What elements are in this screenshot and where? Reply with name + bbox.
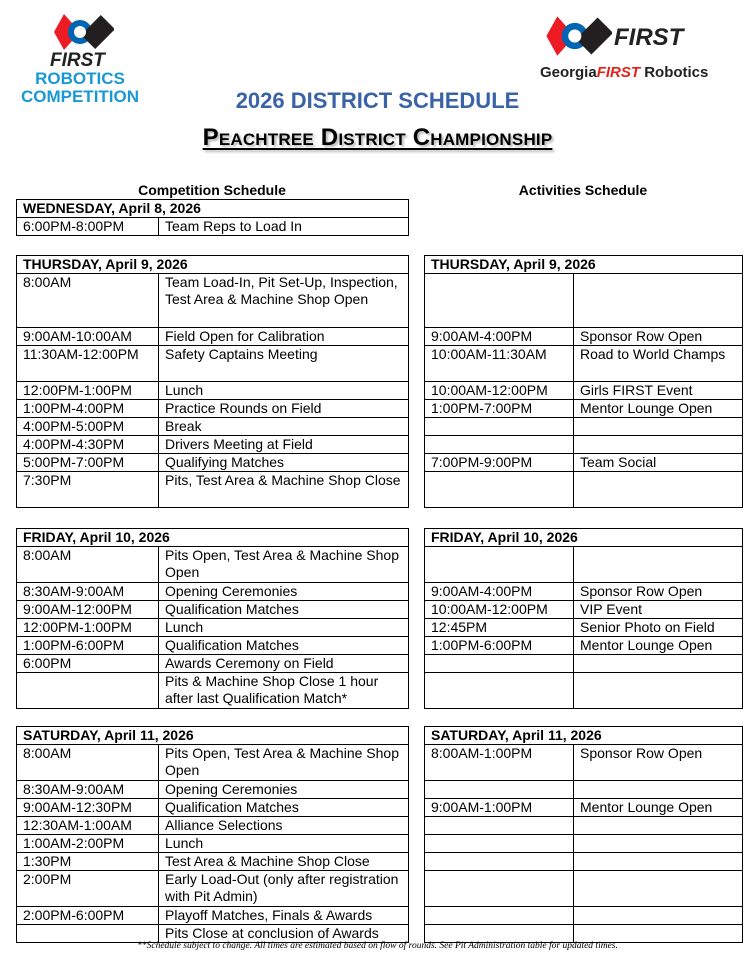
table-row bbox=[425, 925, 743, 943]
table-row bbox=[425, 418, 743, 436]
event-cell: Girls FIRST Event bbox=[574, 382, 743, 400]
table-row bbox=[425, 274, 743, 328]
event-cell: Sponsor Row Open bbox=[574, 583, 743, 601]
event-cell: Pits & Machine Shop Close 1 hour after last Qualification Match* bbox=[159, 673, 409, 709]
table-row bbox=[17, 853, 409, 871]
event-cell bbox=[574, 436, 743, 454]
table-row bbox=[425, 400, 743, 418]
table-row bbox=[17, 799, 409, 817]
time-cell: 9:00AM-12:30PM bbox=[17, 799, 159, 817]
time-cell: 10:00AM-12:00PM bbox=[425, 382, 574, 400]
table-row bbox=[17, 655, 409, 673]
event-cell bbox=[574, 907, 743, 925]
time-cell bbox=[425, 871, 574, 907]
table-row bbox=[425, 871, 743, 907]
event-cell: Opening Ceremonies bbox=[159, 583, 409, 601]
table-row bbox=[17, 346, 409, 382]
activities-table-thursday bbox=[424, 255, 743, 508]
table-row bbox=[425, 817, 743, 835]
time-cell bbox=[17, 673, 159, 709]
table-row bbox=[17, 274, 409, 328]
time-cell: 11:30AM-12:00PM bbox=[17, 346, 159, 382]
event-cell: Opening Ceremonies bbox=[159, 781, 409, 799]
competition-table-thursday bbox=[16, 255, 409, 508]
event-cell: Sponsor Row Open bbox=[574, 328, 743, 346]
event-cell: Pits, Test Area & Machine Shop Close bbox=[159, 472, 409, 508]
table-row bbox=[425, 382, 743, 400]
table-row bbox=[17, 328, 409, 346]
table-row bbox=[425, 637, 743, 655]
event-cell bbox=[574, 655, 743, 673]
table-row bbox=[425, 472, 743, 508]
event-title: Peachtree District Championship bbox=[202, 124, 553, 151]
table-row bbox=[17, 547, 409, 583]
table-row bbox=[17, 637, 409, 655]
day-header: SATURDAY, April 11, 2026 bbox=[425, 727, 743, 745]
day-header: WEDNESDAY, April 8, 2026 bbox=[17, 200, 409, 218]
day-header: FRIDAY, April 10, 2026 bbox=[17, 529, 409, 547]
table-row bbox=[425, 745, 743, 781]
time-cell: 1:30PM bbox=[17, 853, 159, 871]
event-cell bbox=[574, 853, 743, 871]
table-row bbox=[425, 583, 743, 601]
table-row bbox=[17, 781, 409, 799]
time-cell: 7:00PM-9:00PM bbox=[425, 454, 574, 472]
event-cell: Qualification Matches bbox=[159, 601, 409, 619]
table-row bbox=[425, 601, 743, 619]
table-row bbox=[425, 328, 743, 346]
table-row bbox=[17, 472, 409, 508]
event-cell bbox=[574, 835, 743, 853]
event-cell: Early Load-Out (only after registration with Pit Admin) bbox=[159, 871, 409, 907]
time-cell bbox=[425, 655, 574, 673]
schedule-title: 2026 DISTRICT SCHEDULE bbox=[235, 88, 520, 113]
table-row bbox=[425, 673, 743, 709]
table-row bbox=[425, 547, 743, 583]
time-cell: 4:00PM-5:00PM bbox=[17, 418, 159, 436]
time-cell: 9:00AM-1:00PM bbox=[425, 799, 574, 817]
time-cell bbox=[425, 781, 574, 799]
event-cell bbox=[574, 925, 743, 943]
event-cell: Practice Rounds on Field bbox=[159, 400, 409, 418]
time-cell: 9:00AM-12:00PM bbox=[17, 601, 159, 619]
frc-competition-text: COMPETITION bbox=[20, 87, 140, 106]
event-cell bbox=[574, 817, 743, 835]
table-row bbox=[425, 454, 743, 472]
time-cell: 12:00PM-1:00PM bbox=[17, 619, 159, 637]
table-row bbox=[17, 619, 409, 637]
event-cell: Alliance Selections bbox=[159, 817, 409, 835]
georgia-first-robotics-text: GeorgiaFIRST Robotics bbox=[540, 64, 709, 81]
time-cell bbox=[425, 547, 574, 583]
day-header: FRIDAY, April 10, 2026 bbox=[425, 529, 743, 547]
competition-table-friday bbox=[16, 528, 409, 709]
table-row bbox=[17, 673, 409, 709]
table-row bbox=[425, 781, 743, 799]
time-cell: 10:00AM-12:00PM bbox=[425, 601, 574, 619]
table-row bbox=[425, 655, 743, 673]
table-row bbox=[425, 436, 743, 454]
time-cell bbox=[425, 472, 574, 508]
event-cell bbox=[574, 673, 743, 709]
event-cell: Mentor Lounge Open bbox=[574, 400, 743, 418]
time-cell: 4:00PM-4:30PM bbox=[17, 436, 159, 454]
georgia-first-word: FIRST bbox=[614, 24, 684, 51]
table-row bbox=[17, 925, 409, 943]
event-cell: Lunch bbox=[159, 619, 409, 637]
table-row bbox=[17, 835, 409, 853]
event-cell: Lunch bbox=[159, 382, 409, 400]
event-cell: Team Social bbox=[574, 454, 743, 472]
time-cell: 8:00AM bbox=[17, 547, 159, 583]
day-header: SATURDAY, April 11, 2026 bbox=[17, 727, 409, 745]
competition-table-wednesday bbox=[16, 199, 409, 236]
time-cell: 6:00PM-8:00PM bbox=[17, 218, 159, 236]
time-cell bbox=[425, 817, 574, 835]
frc-first-word: FIRST bbox=[50, 50, 105, 71]
event-cell: Field Open for Calibration bbox=[159, 328, 409, 346]
event-cell: Test Area & Machine Shop Close bbox=[159, 853, 409, 871]
activities-table-saturday bbox=[424, 726, 743, 943]
event-cell: Drivers Meeting at Field bbox=[159, 436, 409, 454]
event-cell: Playoff Matches, Finals & Awards bbox=[159, 907, 409, 925]
time-cell: 12:30AM-1:00AM bbox=[17, 817, 159, 835]
table-row bbox=[17, 436, 409, 454]
time-cell: 9:00AM-4:00PM bbox=[425, 583, 574, 601]
table-row bbox=[17, 745, 409, 781]
table-row bbox=[425, 835, 743, 853]
day-header: THURSDAY, April 9, 2026 bbox=[17, 256, 409, 274]
event-cell: Awards Ceremony on Field bbox=[159, 655, 409, 673]
first-logo-icon bbox=[50, 12, 114, 52]
table-row bbox=[17, 907, 409, 925]
time-cell bbox=[425, 436, 574, 454]
time-cell bbox=[17, 925, 159, 943]
event-cell: Lunch bbox=[159, 835, 409, 853]
event-cell: VIP Event bbox=[574, 601, 743, 619]
time-cell: 8:00AM bbox=[17, 274, 159, 328]
table-row bbox=[17, 583, 409, 601]
time-cell: 1:00AM-2:00PM bbox=[17, 835, 159, 853]
time-cell bbox=[425, 673, 574, 709]
time-cell: 6:00PM bbox=[17, 655, 159, 673]
event-cell bbox=[574, 274, 743, 328]
time-cell: 7:30PM bbox=[17, 472, 159, 508]
activities-schedule-heading: Activities Schedule bbox=[518, 182, 648, 198]
first-logo-icon bbox=[542, 14, 612, 58]
time-cell: 8:00AM-1:00PM bbox=[425, 745, 574, 781]
event-cell: Pits Close at conclusion of Awards bbox=[159, 925, 409, 943]
time-cell: 12:45PM bbox=[425, 619, 574, 637]
event-cell: Safety Captains Meeting bbox=[159, 346, 409, 382]
event-cell: Sponsor Row Open bbox=[574, 745, 743, 781]
event-cell: Senior Photo on Field bbox=[574, 619, 743, 637]
time-cell bbox=[425, 274, 574, 328]
time-cell: 1:00PM-6:00PM bbox=[17, 637, 159, 655]
time-cell bbox=[425, 418, 574, 436]
competition-table-saturday bbox=[16, 726, 409, 943]
time-cell: 2:00PM-6:00PM bbox=[17, 907, 159, 925]
time-cell: 1:00PM-7:00PM bbox=[425, 400, 574, 418]
time-cell: 10:00AM-11:30AM bbox=[425, 346, 574, 382]
time-cell: 8:00AM bbox=[17, 745, 159, 781]
table-row bbox=[17, 817, 409, 835]
event-cell bbox=[574, 547, 743, 583]
time-cell: 9:00AM-10:00AM bbox=[17, 328, 159, 346]
table-row bbox=[425, 799, 743, 817]
day-header: THURSDAY, April 9, 2026 bbox=[425, 256, 743, 274]
event-cell bbox=[574, 781, 743, 799]
table-row bbox=[17, 418, 409, 436]
table-row bbox=[425, 346, 743, 382]
event-cell bbox=[574, 871, 743, 907]
event-cell: Break bbox=[159, 418, 409, 436]
table-row bbox=[17, 454, 409, 472]
georgia-first-logo bbox=[538, 12, 713, 84]
time-cell: 12:00PM-1:00PM bbox=[17, 382, 159, 400]
event-cell bbox=[574, 418, 743, 436]
table-row bbox=[425, 907, 743, 925]
event-cell: Team Reps to Load In bbox=[159, 218, 409, 236]
time-cell bbox=[425, 853, 574, 871]
event-cell: Qualification Matches bbox=[159, 799, 409, 817]
time-cell bbox=[425, 925, 574, 943]
table-row bbox=[425, 619, 743, 637]
event-cell: Mentor Lounge Open bbox=[574, 799, 743, 817]
time-cell: 8:30AM-9:00AM bbox=[17, 781, 159, 799]
time-cell: 1:00PM-4:00PM bbox=[17, 400, 159, 418]
event-cell: Pits Open, Test Area & Machine Shop Open bbox=[159, 745, 409, 781]
time-cell: 8:30AM-9:00AM bbox=[17, 583, 159, 601]
event-cell: Qualification Matches bbox=[159, 637, 409, 655]
activities-table-friday bbox=[424, 528, 743, 709]
table-row bbox=[17, 871, 409, 907]
schedule-footnote: **Schedule subject to change. All times are estimated based on flow of rounds. See Pit Administration table for updated times. bbox=[137, 941, 618, 951]
time-cell bbox=[425, 835, 574, 853]
table-row bbox=[17, 218, 409, 236]
event-cell: Pits Open, Test Area & Machine Shop Open bbox=[159, 547, 409, 583]
event-cell: Road to World Champs bbox=[574, 346, 743, 382]
event-cell: Team Load-In, Pit Set-Up, Inspection, Test Area & Machine Shop Open bbox=[159, 274, 409, 328]
time-cell: 1:00PM-6:00PM bbox=[425, 637, 574, 655]
time-cell bbox=[425, 907, 574, 925]
table-row bbox=[425, 853, 743, 871]
time-cell: 5:00PM-7:00PM bbox=[17, 454, 159, 472]
event-cell: Qualifying Matches bbox=[159, 454, 409, 472]
time-cell: 9:00AM-4:00PM bbox=[425, 328, 574, 346]
table-row bbox=[17, 382, 409, 400]
time-cell: 2:00PM bbox=[17, 871, 159, 907]
frc-robotics-text: ROBOTICS bbox=[35, 69, 125, 88]
competition-schedule-heading: Competition Schedule bbox=[138, 182, 286, 198]
event-cell bbox=[574, 472, 743, 508]
table-row bbox=[17, 400, 409, 418]
event-cell: Mentor Lounge Open bbox=[574, 637, 743, 655]
table-row bbox=[17, 601, 409, 619]
